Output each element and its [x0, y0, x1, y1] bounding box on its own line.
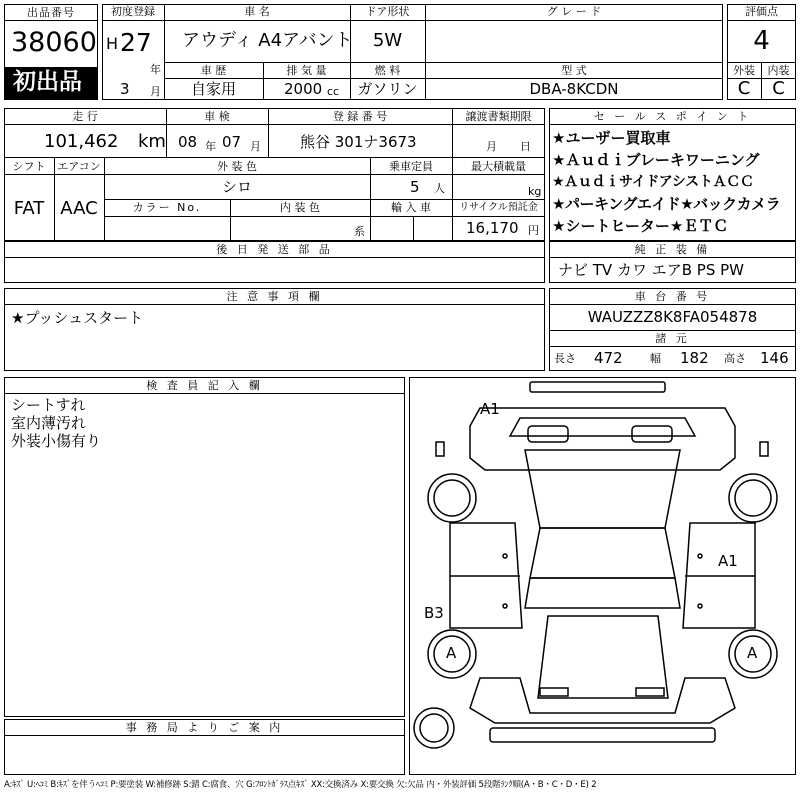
history-value: 自家用 — [190, 80, 236, 98]
later-parts-label: 後 日 発 送 部 品 — [5, 242, 544, 258]
sales-point-line: ★Ａｕｄｉブレーキワーニング — [552, 151, 760, 169]
notes-value: ★プッシュスタート — [11, 309, 144, 327]
lot-number: 38060 — [11, 27, 97, 58]
later-parts-box — [4, 241, 545, 283]
fuel-label: 燃 料 — [374, 64, 401, 77]
int-color-label: 内 装 色 — [280, 201, 320, 214]
mark-left-rear: B3 — [424, 604, 444, 622]
grade-label: グ レ ー ド — [546, 5, 602, 18]
door-value: 5W — [372, 30, 403, 51]
inspection-month: 07 — [222, 133, 242, 151]
transfer-day-unit: 日 — [520, 140, 531, 153]
plate-value: 熊谷 301ナ3673 — [300, 133, 417, 151]
equipment-label: 純 正 装 備 — [550, 242, 795, 258]
history-label: 車 歴 — [200, 64, 227, 77]
width-value: 182 — [680, 349, 709, 367]
mileage-value: 101,462 — [44, 131, 119, 152]
import-label: 輸 入 車 — [391, 201, 431, 214]
office-box — [4, 719, 405, 775]
capacity-label: 乗車定員 — [389, 160, 433, 173]
length-value: 472 — [594, 349, 623, 367]
ac-value: AAC — [60, 198, 98, 219]
mileage-label: 走 行 — [72, 110, 98, 123]
inspection-label: 車 検 — [204, 110, 230, 123]
lot-box — [4, 4, 98, 100]
ac-label: エアコン — [57, 160, 101, 173]
era: H — [106, 34, 119, 53]
fuel-value: ガソリン — [357, 80, 418, 98]
chassis-value: WAUZZZ8K8FA054878 — [587, 308, 758, 326]
inspection-month-unit: 月 — [250, 140, 261, 153]
recycle-unit: 円 — [528, 224, 539, 237]
width-label: 幅 — [650, 352, 661, 365]
recycle-value: 16,170 — [466, 219, 519, 237]
transfer-label: 譲渡書類期限 — [465, 110, 532, 123]
chassis-box — [549, 288, 796, 371]
model-value: DBA-8KCDN — [529, 80, 619, 98]
sales-point-line: ★ユーザー買取車 — [552, 129, 671, 147]
model-label: 型 式 — [561, 64, 587, 77]
name-label: 車 名 — [244, 5, 270, 18]
interior-grade: C — [772, 78, 785, 99]
mileage-unit: km — [138, 131, 166, 152]
exterior-label: 外装 — [733, 64, 755, 77]
shift-label: シフト — [12, 160, 46, 173]
inspection-year-unit: 年 — [205, 140, 216, 153]
specs-label: 諸 元 — [550, 331, 795, 347]
car-diagram — [410, 378, 795, 774]
height-value: 146 — [760, 349, 789, 367]
inspector-box — [4, 377, 405, 717]
shift-value: FAT — [13, 198, 45, 219]
int-color-suffix: 系 — [354, 225, 365, 238]
mark-front: A1 — [480, 400, 500, 418]
inspector-note: シートすれ — [11, 396, 86, 414]
notes-box — [4, 288, 545, 371]
inspector-note: 室内薄汚れ — [11, 414, 87, 432]
interior-label: 内装 — [767, 64, 790, 77]
displacement-value: 2000 — [284, 80, 323, 98]
sales-point-line: ★ＡｕｄｉサイドアシストＡＣＣ — [552, 174, 754, 190]
chassis-label: 車 台 番 号 — [550, 289, 795, 305]
mark-wheel-left: A — [446, 644, 457, 662]
score-label: 評価点 — [745, 5, 778, 18]
transfer-month-unit: 月 — [486, 140, 497, 153]
car-diagram-box — [409, 377, 796, 775]
capacity-value: 5 — [410, 178, 420, 196]
sales-points-label: セ ー ル ス ポ イ ン ト — [550, 109, 795, 125]
first-listing-label: 初出品 — [13, 69, 82, 95]
color-value: シロ — [221, 178, 252, 196]
length-label: 長さ — [554, 352, 576, 365]
legend: A:ｷｽﾞ U:ﾍｺﾐ B:ｷｽﾞを伴うﾍｺﾐ P:要塗装 W:補修跡 S:錆 C:腐食、穴 G:ﾌﾛﾝﾄｶﾞﾗｽ点ｷｽﾞ XX:交換済み X:要交換 欠:欠品 内・外装評価 5段階ﾗﾝｸ順(A・B・C・D・E) 2 — [4, 780, 597, 790]
capacity-unit: 人 — [434, 182, 445, 195]
vehicle-name: アウディ A4アバント — [182, 30, 353, 51]
inspection-year: 08 — [178, 133, 198, 151]
displacement-unit: cc — [327, 85, 340, 98]
exterior-grade: C — [737, 78, 751, 99]
recycle-label: リサイクル預託金 — [459, 202, 538, 213]
year-unit: 年 — [150, 63, 161, 76]
score-value: 4 — [753, 26, 770, 56]
month-unit: 月 — [150, 85, 161, 98]
reg-month: 3 — [120, 80, 130, 98]
office-label: 事 務 局 よ り ご 案 内 — [5, 720, 404, 736]
equipment-box — [549, 241, 796, 283]
inspector-label: 検 査 員 記 入 欄 — [5, 378, 404, 394]
equipment-value: ナビ TV カワ エアB PS PW — [558, 261, 744, 279]
height-label: 高さ — [724, 352, 746, 365]
displacement-label: 排 気 量 — [286, 64, 327, 77]
inspector-note: 外装小傷有り — [11, 432, 102, 450]
door-label: ドア形状 — [365, 5, 410, 18]
first-reg-label: 初度登録 — [111, 5, 155, 18]
color-no-label: カラー No. — [132, 201, 202, 214]
sales-points-box — [549, 108, 796, 241]
mark-wheel-right: A — [747, 644, 758, 662]
mark-right-side: A1 — [718, 552, 738, 570]
reg-year: 27 — [120, 28, 152, 57]
sales-point-line: ★パーキングエイド★バックカメラ — [552, 195, 781, 213]
lot-label: 出品番号 — [5, 5, 97, 21]
color-label: 外 装 色 — [217, 160, 257, 173]
load-label: 最大積載量 — [471, 160, 526, 173]
sales-point-line: ★シートヒーター★ＥＴＣ — [552, 217, 729, 235]
notes-label: 注 意 事 項 欄 — [5, 289, 544, 305]
load-unit: kg — [528, 185, 542, 198]
plate-label: 登 録 番 号 — [332, 110, 388, 123]
